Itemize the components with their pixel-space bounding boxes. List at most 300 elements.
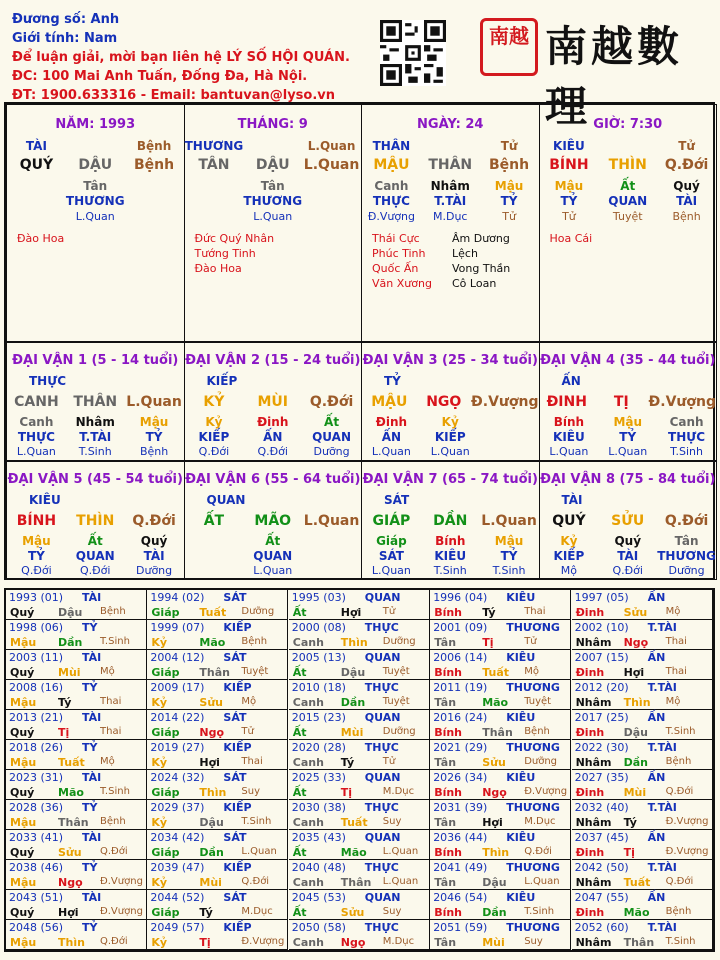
pillar-row-phase-2 <box>302 210 361 223</box>
contact-line[interactable]: Để luận giải, mời bạn liên hệ LÝ SỐ HỘI QUÁN. <box>12 50 350 65</box>
dai-van-hidden-god-2 <box>302 549 361 563</box>
dai-van-phase-1: Q.Đới <box>257 445 288 458</box>
year-phase: Tử <box>524 636 537 647</box>
year-god: ẤN <box>647 591 666 604</box>
dai-van-stembranch-0: KỶ <box>203 394 225 410</box>
year-cell[interactable] <box>572 860 713 890</box>
qr-code-icon[interactable] <box>380 20 446 86</box>
year-branch: Mão <box>340 846 367 859</box>
year-cell[interactable] <box>147 890 288 920</box>
year-branch: Thân <box>623 936 655 949</box>
pillar-stars <box>195 231 275 276</box>
year-god: TÀI <box>82 771 102 784</box>
year-phase: Bệnh <box>524 726 550 737</box>
dai-van-hidden-god-0: SÁT <box>378 549 404 563</box>
year-cell[interactable] <box>6 860 147 890</box>
year-label: 2003 (11) <box>9 651 64 664</box>
year-phase: Thai <box>665 666 687 677</box>
year-stem: Tân <box>434 876 457 889</box>
year-stem: Ất <box>292 606 307 619</box>
dai-van-5 <box>6 461 185 580</box>
dai-van-title: ĐẠI VẬN 6 (55 - 64 tuổi) <box>185 472 361 487</box>
pillar-row-hidden-0 <box>185 179 244 193</box>
year-phase: Dưỡng <box>241 606 275 617</box>
year-cell[interactable] <box>572 920 713 950</box>
year-cell[interactable] <box>289 740 430 770</box>
year-god: KIÊU <box>506 711 536 724</box>
year-cell[interactable] <box>289 620 430 650</box>
year-god: THỰC <box>364 681 399 694</box>
pillar-row-phase <box>362 210 539 223</box>
pillar-row-stembranch-2: Q.Đới <box>664 157 709 173</box>
year-cell[interactable] <box>572 590 713 620</box>
star-label: Phúc Tinh <box>372 247 426 260</box>
dai-van-2 <box>184 342 363 461</box>
year-stem: Tân <box>434 936 457 949</box>
dai-van-hidden-god-1: KIẾP <box>434 430 466 444</box>
year-label: 2010 (18) <box>291 681 346 694</box>
year-branch: Mão <box>58 786 84 799</box>
year-phase: Suy <box>241 786 260 797</box>
year-stem: Ất <box>292 906 307 919</box>
year-god: KIẾP <box>223 921 252 934</box>
year-cell[interactable] <box>6 920 147 950</box>
dai-van-stembranch-2: Q.Đới <box>664 513 709 529</box>
year-label: 2040 (48) <box>291 861 346 874</box>
dai-van-hidden-god-1: T.TÀI <box>79 430 112 444</box>
year-label: 2005 (13) <box>291 651 346 664</box>
year-cell[interactable] <box>147 800 288 830</box>
pillar-row-hidden-god <box>185 194 362 208</box>
year-label: 2031 (39) <box>433 801 488 814</box>
year-cell[interactable] <box>289 830 430 860</box>
year-god: THỰC <box>364 921 399 934</box>
year-label: 2032 (40) <box>574 801 629 814</box>
year-label: 1994 (02) <box>150 591 205 604</box>
dai-van-hidden-2: Mậu <box>139 415 169 429</box>
dai-van-hidden <box>540 415 717 429</box>
dai-van-stembranch-1: DẦN <box>433 513 468 529</box>
year-branch: Mùi <box>482 936 505 949</box>
year-god: TÀI <box>82 831 102 844</box>
year-branch: Dậu <box>482 876 507 889</box>
year-label: 2047 (55) <box>574 891 629 904</box>
dai-van-hidden-god-0 <box>185 549 244 563</box>
dai-van-hidden-god-1: ẤN <box>263 430 283 444</box>
dai-van-title: ĐẠI VẬN 2 (15 - 24 tuổi) <box>185 353 361 368</box>
dai-van-stembranch-2: L.Quan <box>126 394 182 410</box>
year-cell[interactable] <box>289 710 430 740</box>
year-stem: Giáp <box>151 786 180 799</box>
year-label: 2050 (58) <box>291 921 346 934</box>
year-branch: Thìn <box>340 636 368 649</box>
pillar-row-phase-0: Tử <box>562 210 576 223</box>
pillar-row-stembranch <box>7 157 184 173</box>
year-god: KIẾP <box>223 621 252 634</box>
year-god: TÀI <box>82 891 102 904</box>
year-cell[interactable] <box>289 920 430 950</box>
pillar-row-hidden-1: Tân <box>260 179 285 193</box>
year-branch: Tý <box>199 906 213 919</box>
star-label: Hoa Cái <box>549 232 593 245</box>
dai-van-hidden-god-2: TÀI <box>143 549 165 563</box>
year-cell[interactable] <box>147 650 288 680</box>
year-stem: Tân <box>434 696 457 709</box>
owner-info <box>12 10 350 105</box>
year-stem: Đinh <box>575 726 605 739</box>
year-branch: Dần <box>482 906 507 919</box>
dai-van-phase-2: Dưỡng <box>136 564 173 577</box>
year-cell[interactable] <box>430 650 571 680</box>
year-branch: Tuất <box>623 876 651 889</box>
year-god: QUAN <box>364 651 401 664</box>
pillar-row-god-1 <box>598 139 657 153</box>
year-stem: Mậu <box>10 636 37 649</box>
pillar-row-god-0: THƯƠNG <box>184 139 244 153</box>
year-branch: Sửu <box>482 756 506 769</box>
year-stem: Bính <box>434 726 463 739</box>
dai-van-stembranch-1: THÂN <box>73 394 118 410</box>
year-cell[interactable] <box>6 650 147 680</box>
year-phase: T.Sinh <box>665 726 696 737</box>
dai-van-phase <box>7 564 184 577</box>
year-cell[interactable] <box>147 920 288 950</box>
year-cell[interactable] <box>430 770 571 800</box>
pillar-stars <box>372 231 432 291</box>
year-cell[interactable] <box>430 800 571 830</box>
pillar-row-hidden-god-0: THỰC <box>372 194 410 208</box>
year-label: 2020 (28) <box>291 741 346 754</box>
dai-van-hidden-god-1: TÀI <box>617 549 639 563</box>
dai-van-stembranch <box>362 513 539 529</box>
year-stem: Bính <box>434 906 463 919</box>
year-cell[interactable] <box>147 680 288 710</box>
year-cell[interactable] <box>289 890 430 920</box>
year-cell[interactable] <box>289 800 430 830</box>
year-phase: L.Quan <box>382 846 419 857</box>
dai-van-hidden-god <box>185 549 362 563</box>
year-label: 2026 (34) <box>433 771 488 784</box>
year-cell[interactable] <box>572 680 713 710</box>
pillar-row-hidden-god <box>7 194 184 208</box>
dai-van-7 <box>361 461 540 580</box>
year-cell[interactable] <box>147 710 288 740</box>
year-cell[interactable] <box>289 680 430 710</box>
year-label: 2029 (37) <box>150 801 205 814</box>
pillar-row-stembranch <box>185 157 362 173</box>
pillar-row-hidden-1: Tân <box>83 179 108 193</box>
year-branch: Hợi <box>199 756 220 769</box>
year-god: QUAN <box>364 831 401 844</box>
year-cell[interactable] <box>147 770 288 800</box>
year-cell[interactable] <box>289 860 430 890</box>
pillar-row-hidden-god-2 <box>125 194 184 208</box>
dai-van-phase-2: Dưỡng <box>668 564 705 577</box>
year-cell[interactable] <box>430 920 571 950</box>
year-god: THỰC <box>364 621 399 634</box>
year-stem: Canh <box>292 636 324 649</box>
dai-van-god <box>540 493 717 507</box>
year-phase: T.Sinh <box>100 636 130 647</box>
year-stem: Kỷ <box>151 876 168 889</box>
year-phase: Suy <box>382 816 402 827</box>
year-stem: Đinh <box>575 786 605 799</box>
year-label: 2013 (21) <box>9 711 64 724</box>
pillar-row-hidden-god-2: TỶ <box>500 194 518 208</box>
year-god: THỰC <box>364 801 399 814</box>
year-label: 2008 (16) <box>9 681 64 694</box>
year-god: QUAN <box>364 771 401 784</box>
pillar-0 <box>6 104 185 342</box>
pillar-row-god <box>362 139 539 153</box>
year-branch: Tuất <box>199 606 227 619</box>
dai-van-hidden-0: Mậu <box>22 534 51 548</box>
year-phase: Thai <box>665 636 687 647</box>
year-label: 2024 (32) <box>150 771 205 784</box>
year-cell[interactable] <box>147 830 288 860</box>
dai-van-god <box>7 493 184 507</box>
pillar-2 <box>361 104 540 342</box>
year-cell[interactable] <box>289 650 430 680</box>
year-cell[interactable] <box>572 830 713 860</box>
year-cell[interactable] <box>147 740 288 770</box>
dai-van-hidden-2 <box>302 534 361 548</box>
dai-van-hidden-god <box>185 430 362 444</box>
year-phase: Bệnh <box>100 816 126 827</box>
year-phase: Mộ <box>100 756 115 767</box>
pillar-row-hidden-2 <box>302 179 361 193</box>
pillar-1 <box>184 104 363 342</box>
pillar-row-phase-1: L.Quan <box>75 210 115 223</box>
year-cell[interactable] <box>430 680 571 710</box>
dai-van-phase <box>540 564 717 577</box>
year-branch: Mão <box>199 636 226 649</box>
pillar-row-god <box>185 139 362 153</box>
dai-van-god <box>362 493 539 507</box>
year-god: KIẾP <box>223 861 252 874</box>
dai-van-hidden-1: Đinh <box>257 415 289 429</box>
year-phase: Đ.Vượng <box>100 906 143 917</box>
year-stem: Đinh <box>575 906 605 919</box>
year-label: 2021 (29) <box>433 741 488 754</box>
pillar-3 <box>539 104 718 342</box>
year-phase: Tử <box>382 606 396 617</box>
year-god: T.TÀI <box>647 921 677 934</box>
year-cell[interactable] <box>430 710 571 740</box>
year-phase: Tuyệt <box>241 666 269 677</box>
dai-van-hidden-0: Kỷ <box>560 534 578 548</box>
dai-van-hidden-god-1: KIÊU <box>434 549 467 563</box>
dai-van-6 <box>184 461 363 580</box>
pillar-row-phase <box>7 210 184 223</box>
year-god: THƯƠNG <box>506 741 560 754</box>
dai-van-stembranch-0: ĐINH <box>546 394 587 410</box>
year-cell[interactable] <box>572 620 713 650</box>
year-cell[interactable] <box>430 590 571 620</box>
year-cell[interactable] <box>430 860 571 890</box>
year-god: KIẾP <box>223 801 252 814</box>
year-branch: Thân <box>199 666 230 679</box>
dai-van-hidden-god-2: TỶ <box>145 430 163 444</box>
dai-van-hidden-1: Ất <box>87 534 103 548</box>
year-branch: Tị <box>58 726 70 739</box>
year-phase: Đ.Vượng <box>524 786 568 797</box>
year-god: THƯƠNG <box>506 621 560 634</box>
year-stem: Đinh <box>575 846 605 859</box>
year-cell[interactable] <box>572 710 713 740</box>
year-god: T.TÀI <box>647 801 677 814</box>
year-stem: Nhâm <box>575 816 612 829</box>
year-cell[interactable] <box>147 860 288 890</box>
dai-van-phase-2: T.Sinh <box>492 564 526 577</box>
year-phase: Đ.Vượng <box>665 846 709 857</box>
dai-van-hidden-2: Quý <box>140 534 168 548</box>
pillar-title: GIỜ: 7:30 <box>593 117 663 132</box>
dai-van-phase-1: T.Sinh <box>78 445 112 458</box>
year-label: 1998 (06) <box>9 621 64 634</box>
year-phase: T.Sinh <box>524 906 555 917</box>
dai-van-phase-2 <box>302 564 361 577</box>
year-cell[interactable] <box>572 770 713 800</box>
dai-van-title: ĐẠI VẬN 5 (45 - 54 tuổi) <box>7 472 183 487</box>
dai-van-hidden-0 <box>185 534 244 548</box>
pillar-row-god-2: Tử <box>678 139 695 153</box>
year-god: TỶ <box>82 681 98 694</box>
year-phase: Dưỡng <box>382 636 416 647</box>
year-cell[interactable] <box>147 620 288 650</box>
year-stem: Quý <box>10 846 35 859</box>
year-cell[interactable] <box>289 590 430 620</box>
year-label: 2007 (15) <box>574 651 629 664</box>
year-cell[interactable] <box>430 620 571 650</box>
year-phase: M.Dục <box>524 816 556 827</box>
year-god: THỰC <box>364 861 399 874</box>
year-phase: T.Sinh <box>665 936 696 947</box>
dai-van-stembranch-2: L.Quan <box>303 513 360 529</box>
year-cell[interactable] <box>572 890 713 920</box>
dai-van-stembranch-2: Đ.Vượng <box>648 394 716 410</box>
year-cell[interactable] <box>572 650 713 680</box>
pillar-row-god <box>7 139 184 153</box>
year-god: TỶ <box>82 921 98 934</box>
year-cell[interactable] <box>289 770 430 800</box>
pillar-row-hidden-god-0 <box>7 194 66 208</box>
dai-van-hidden-god-0: KIẾP <box>198 430 230 444</box>
year-phase: Thai <box>524 606 546 617</box>
phone-email-line[interactable]: ĐT: 1900.633316 - Email: bantuvan@lyso.vn <box>12 88 336 103</box>
year-cell[interactable] <box>6 800 147 830</box>
dai-van-hidden-1: Quý <box>614 534 642 548</box>
year-god: ẤN <box>647 891 666 904</box>
year-phase: Bệnh <box>100 606 126 617</box>
dai-van-god-label: KIẾP <box>206 374 238 388</box>
pillar-row-phase-0 <box>185 210 244 223</box>
year-god: QUAN <box>364 591 401 604</box>
dai-van-hidden-god <box>540 430 717 444</box>
year-god: T.TÀI <box>647 741 677 754</box>
year-god: ẤN <box>647 651 666 664</box>
year-god: TỶ <box>82 621 98 634</box>
year-phase: Q.Đới <box>524 846 552 857</box>
year-cell[interactable] <box>6 680 147 710</box>
pillar-row-hidden-0: Canh <box>374 179 409 193</box>
dai-van-stembranch-0: GIÁP <box>372 513 411 529</box>
year-cell[interactable] <box>147 590 288 620</box>
year-cell[interactable] <box>6 590 147 620</box>
year-cell[interactable] <box>6 710 147 740</box>
dai-van-god-label: THỰC <box>29 374 67 388</box>
year-god: THƯƠNG <box>506 921 560 934</box>
dai-van-stembranch-1: SỬU <box>611 513 645 529</box>
year-branch: Sửu <box>199 696 223 709</box>
dai-van-stembranch-0: ẤT <box>203 513 225 529</box>
star-label: Tướng Tinh <box>194 247 256 260</box>
dai-van-title: ĐẠI VẬN 3 (25 - 34 tuổi) <box>362 353 538 368</box>
dai-van-phase-0: Q.Đới <box>198 445 230 458</box>
dai-van-hidden-2: Mậu <box>494 534 524 548</box>
year-label: 2030 (38) <box>291 801 346 814</box>
year-cell[interactable] <box>6 890 147 920</box>
dai-van-phase-2: Bệnh <box>139 445 169 458</box>
year-stem: Tân <box>434 756 457 769</box>
dai-van-stembranch <box>362 394 539 410</box>
year-cell[interactable] <box>430 890 571 920</box>
pillar-row-stembranch <box>362 157 539 173</box>
year-branch: Ngọ <box>482 786 507 799</box>
year-cell[interactable] <box>430 740 571 770</box>
star-label: Đào Hoa <box>194 262 242 275</box>
year-cell[interactable] <box>6 620 147 650</box>
year-cell[interactable] <box>6 740 147 770</box>
dai-van-stembranch-2: L.Quan <box>481 513 537 529</box>
year-stem: Mậu <box>10 696 37 709</box>
dai-van-stembranch <box>540 513 717 529</box>
dai-van-god <box>185 374 362 388</box>
dai-van-phase-0: Mộ <box>560 564 578 577</box>
year-branch: Thìn <box>623 696 651 709</box>
year-god: TỶ <box>82 861 98 874</box>
pillar-row-stembranch-1: DẬU <box>78 157 113 173</box>
dai-van-phase <box>362 445 539 458</box>
dai-van-hidden-1: Ất <box>265 534 281 548</box>
year-label: 2004 (12) <box>150 651 205 664</box>
dai-van-phase-1: L.Quan <box>430 445 470 458</box>
dai-van-stembranch-1: TỊ <box>613 394 629 410</box>
year-stem: Canh <box>292 936 324 949</box>
pillar-title: NGÀY: 24 <box>417 117 484 132</box>
year-label: 2034 (42) <box>150 831 205 844</box>
pillar-row-stembranch-1: THÌN <box>608 157 647 173</box>
year-stem: Bính <box>434 666 463 679</box>
year-label: 2035 (43) <box>291 831 346 844</box>
year-label: 1997 (05) <box>574 591 629 604</box>
year-stem: Mậu <box>10 756 37 769</box>
year-branch: Dần <box>340 696 366 709</box>
dai-van-god <box>7 374 184 388</box>
year-cell[interactable] <box>572 740 713 770</box>
year-phase: Mộ <box>524 666 539 677</box>
year-phase: Tuyệt <box>382 666 410 677</box>
year-cell[interactable] <box>6 770 147 800</box>
year-cell[interactable] <box>572 800 713 830</box>
year-cell[interactable] <box>6 830 147 860</box>
dai-van-1 <box>6 342 185 461</box>
year-stem: Canh <box>292 696 324 709</box>
pillar-title: NĂM: 1993 <box>55 117 136 132</box>
year-cell[interactable] <box>430 830 571 860</box>
year-label: 2038 (46) <box>9 861 64 874</box>
year-phase: Thai <box>100 726 122 737</box>
